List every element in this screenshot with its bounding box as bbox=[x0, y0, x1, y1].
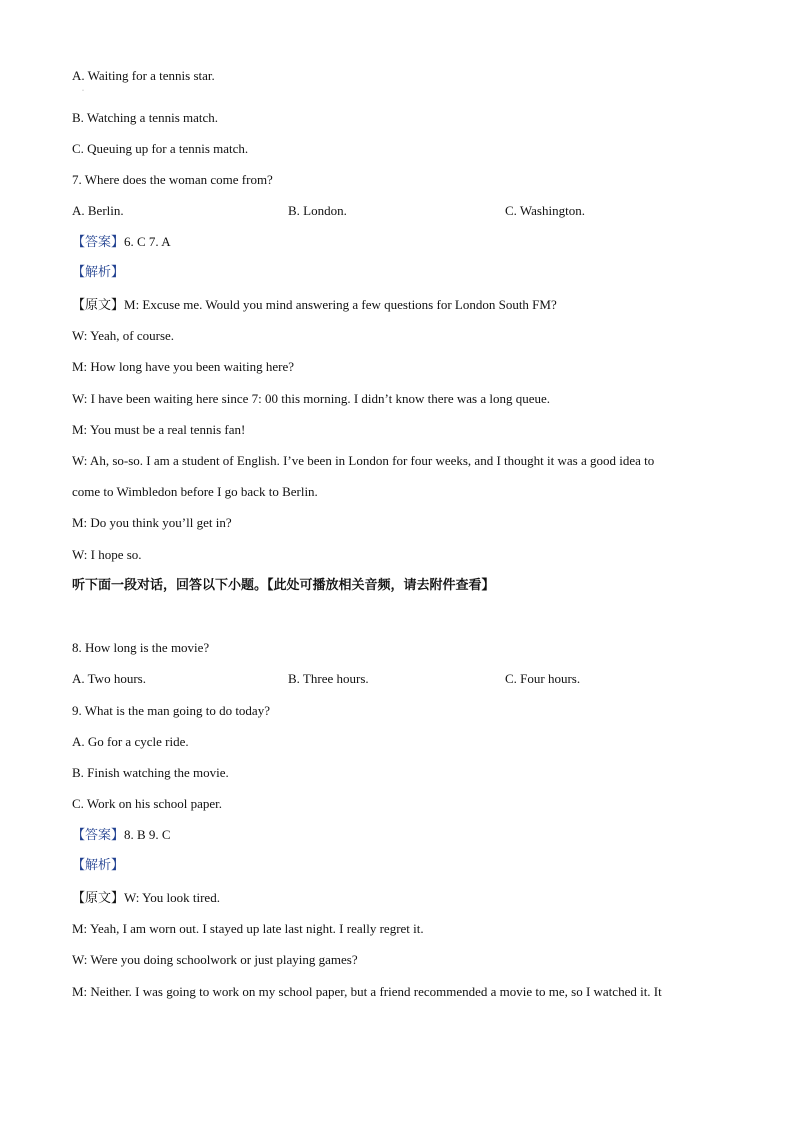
analysis-tag: 【解析】 bbox=[72, 858, 125, 873]
dialogue-line bbox=[72, 296, 557, 315]
q6-option-c: C. Queuing up for a tennis match. bbox=[72, 141, 249, 156]
dialogue-line: W: Ah, so-so. I am a student of English. I’ve been in London for four weeks, and I thought it was a good idea to bbox=[72, 453, 655, 468]
dialogue-line: M: You must be a real tennis fan! bbox=[72, 422, 246, 437]
q6-option-b: B. Watching a tennis match. bbox=[72, 110, 219, 125]
dialogue-line: M: How long have you been waiting here? bbox=[72, 359, 295, 374]
dialogue-line: come to Wimbledon before I go back to Berlin. bbox=[72, 484, 318, 499]
analysis-tag: 【解析】 bbox=[72, 265, 125, 280]
q9-question: 9. What is the man going to do today? bbox=[72, 703, 270, 718]
stray-dot: · bbox=[82, 88, 84, 94]
source-tag: 【原文】 bbox=[72, 891, 125, 906]
answer-tag: 【答案】 bbox=[72, 828, 125, 843]
answer-line-1 bbox=[72, 233, 171, 252]
dialogue-line: M: Neither. I was going to work on my school paper, but a friend recommended a movie to me, so I watched it. It bbox=[72, 984, 662, 999]
dialogue-line: M: Do you think you’ll get in? bbox=[72, 515, 232, 530]
dialogue-text: M: Excuse me. Would you mind answering a few questions for London South FM? bbox=[124, 297, 557, 312]
q7-option-b: B. London. bbox=[288, 203, 347, 218]
q9-option-c: C. Work on his school paper. bbox=[72, 796, 223, 811]
q6-option-a: A. Waiting for a tennis star. bbox=[72, 68, 215, 83]
listening-instruction: 听下面一段对话，回答以下小题。【此处可播放相关音频，请去附件查看】 bbox=[72, 578, 495, 593]
dialogue-line: W: I have been waiting here since 7: 00 this morning. I didn’t know there was a long queue. bbox=[72, 391, 550, 406]
dialogue-line: W: Yeah, of course. bbox=[72, 328, 175, 343]
answer-tag: 【答案】 bbox=[72, 235, 125, 250]
answer-text: 8. B 9. C bbox=[124, 827, 171, 842]
q9-option-a: A. Go for a cycle ride. bbox=[72, 734, 189, 749]
q9-option-b: B. Finish watching the movie. bbox=[72, 765, 229, 780]
dialogue-text: W: You look tired. bbox=[124, 890, 220, 905]
dialogue-line bbox=[72, 889, 220, 908]
dialogue-line: W: I hope so. bbox=[72, 547, 142, 562]
q8-option-c: C. Four hours. bbox=[505, 671, 581, 686]
q8-option-b: B. Three hours. bbox=[288, 671, 369, 686]
q7-option-c: C. Washington. bbox=[505, 203, 585, 218]
source-tag: 【原文】 bbox=[72, 298, 125, 313]
q7-question: 7. Where does the woman come from? bbox=[72, 172, 273, 187]
q7-option-a: A. Berlin. bbox=[72, 203, 124, 218]
dialogue-line: M: Yeah, I am worn out. I stayed up late last night. I really regret it. bbox=[72, 921, 424, 936]
q8-question: 8. How long is the movie? bbox=[72, 640, 210, 655]
dialogue-line: W: Were you doing schoolwork or just playing games? bbox=[72, 952, 358, 967]
answer-line-2 bbox=[72, 826, 171, 845]
answer-text: 6. C 7. A bbox=[124, 234, 171, 249]
q8-option-a: A. Two hours. bbox=[72, 671, 146, 686]
